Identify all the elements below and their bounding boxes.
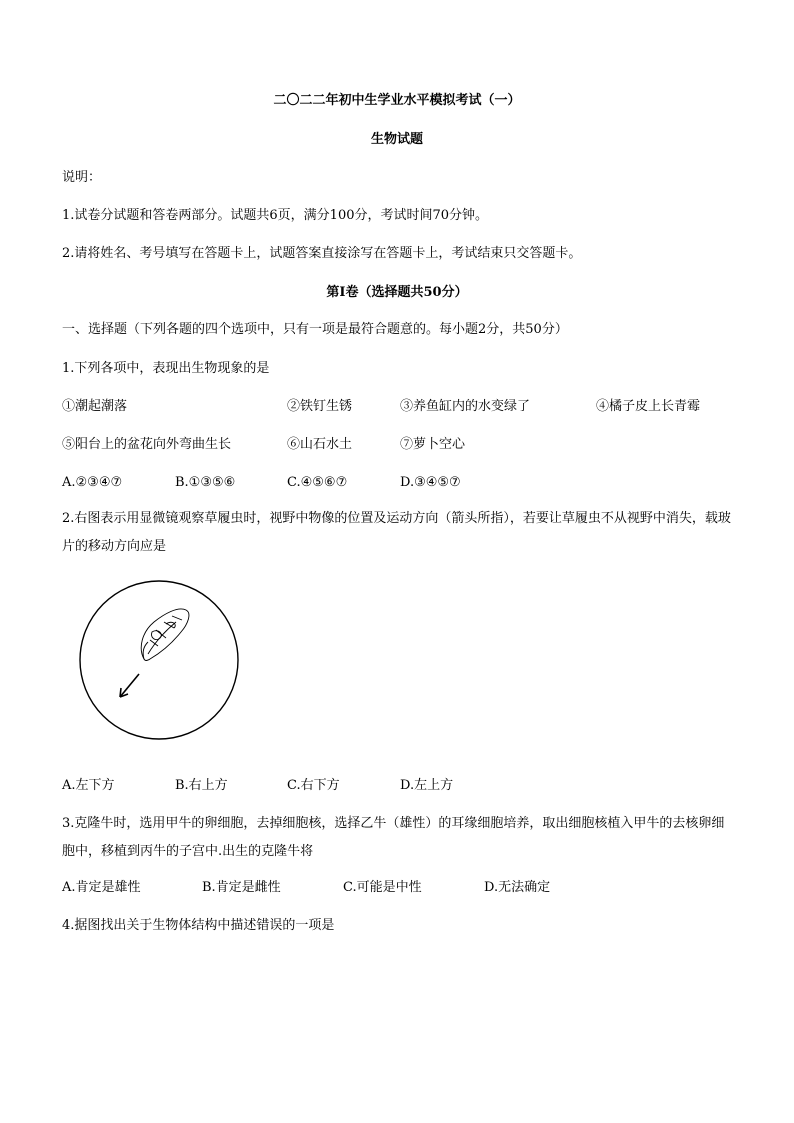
paramecium-icon	[141, 609, 189, 661]
q3-choice-a: A.肯定是雄性	[62, 880, 141, 895]
arrow-down-left-icon	[120, 674, 139, 697]
q1-item: ②铁钉生锈	[287, 399, 353, 414]
subject-title: 生物试题	[370, 132, 423, 147]
q1-item: ⑤阳台上的盆花向外弯曲生长	[62, 437, 232, 452]
instruction-item: 1.试卷分试题和答卷两部分。试题共6页，满分100分，考试时间70分钟。	[62, 208, 489, 223]
question-2-stem: 2.右图表示用显微镜观察草履虫时，视野中物像的位置及运动方向（箭头所指），若要让草履虫不从视野中消失，载玻片的移动方向应是	[62, 511, 731, 554]
exam-title: 二〇二二年初中生学业水平模拟考试（一）	[273, 93, 521, 108]
part-heading: 一、选择题（下列各题的四个选项中，只有一项是最符合题意的。每小题2分，共50分）	[62, 322, 568, 337]
q3-choice-c: C.可能是中性	[343, 880, 422, 895]
q1-choice-c: C.④⑤⑥⑦	[287, 475, 348, 490]
q2-choice-b: B.右上方	[175, 778, 228, 793]
q1-item: ④橘子皮上长青霉	[596, 399, 701, 414]
q1-item: ①潮起潮落	[62, 399, 128, 414]
q3-choice-d: D.无法确定	[484, 880, 551, 895]
q1-item: ⑥山石水土	[287, 437, 353, 452]
q1-choice-b: B.①③⑤⑥	[175, 475, 236, 490]
question-3-stem: 3.克隆牛时，选用甲牛的卵细胞，去掉细胞核，选择乙牛（雄性）的耳缘细胞培养，取出细胞核植入甲牛的去核卵细胞中，移植到丙牛的子宫中.出生的克隆牛将	[62, 816, 725, 859]
instructions-heading: 说明：	[62, 170, 102, 185]
question-1-stem: 1.下列各项中，表现出生物现象的是	[62, 361, 270, 376]
q2-choice-a: A.左下方	[62, 778, 115, 793]
q1-item: ⑦萝卜空心	[400, 437, 466, 452]
microscope-field-figure	[78, 580, 240, 740]
q2-choice-c: C.右下方	[287, 778, 340, 793]
q1-choice-a: A.②③④⑦	[62, 475, 123, 490]
section-title: 第Ⅰ卷（选择题共50分）	[326, 285, 468, 300]
instruction-item: 2.请将姓名、考号填写在答题卡上，试题答案直接涂写在答题卡上，考试结束只交答题卡。	[62, 246, 582, 261]
field-of-view-circle	[80, 581, 238, 739]
q3-choice-b: B.肯定是雌性	[202, 880, 281, 895]
q1-item: ③养鱼缸内的水变绿了	[400, 399, 531, 414]
q2-choice-d: D.左上方	[400, 778, 454, 793]
q1-choice-d: D.③④⑤⑦	[400, 475, 461, 490]
question-4-stem: 4.据图找出关于生物体结构中描述错误的一项是	[62, 918, 335, 933]
